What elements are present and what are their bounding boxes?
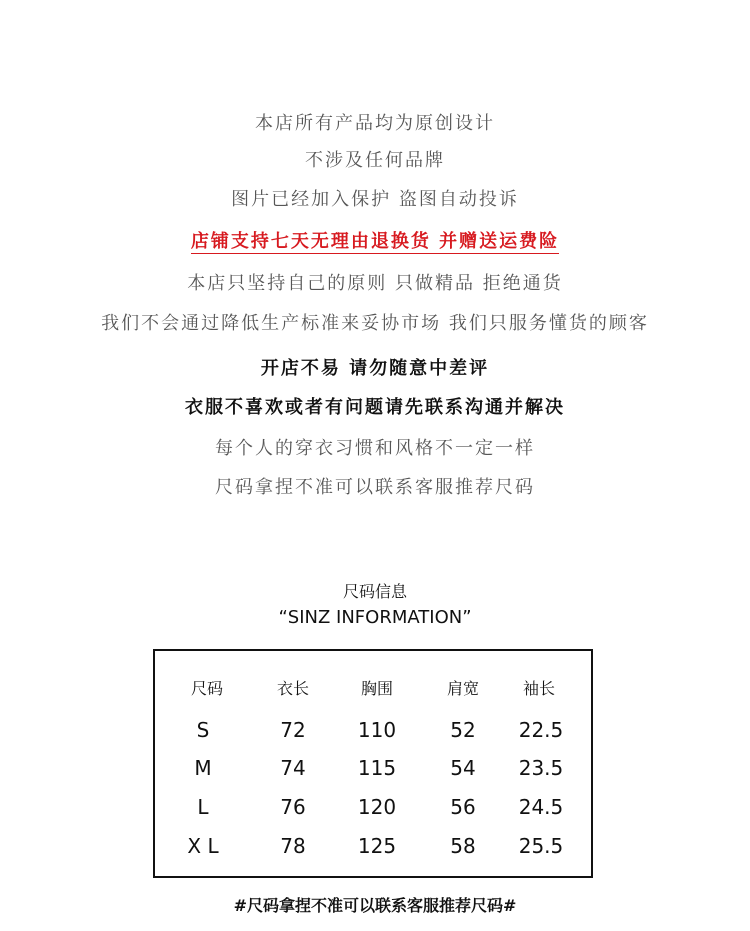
size-advice-footer: #尺码拿捏不准可以联系客服推荐尺码# — [233, 896, 517, 915]
notice-principles: 本店只坚持自己的原则 只做精品 拒绝通货 — [187, 273, 563, 294]
size-table-cell: 54 — [450, 756, 476, 780]
notice-return-policy — [0, 230, 750, 254]
notice-no-bad-review: 开店不易 请勿随意中差评 — [260, 358, 490, 379]
notice-contact-first: 衣服不喜欢或者有问题请先联系沟通并解决 — [185, 397, 565, 418]
size-table-cell: 120 — [357, 795, 397, 819]
size-table-cell: 58 — [450, 834, 476, 858]
size-table-cell: 110 — [357, 718, 397, 742]
size-table-cell: 78 — [280, 834, 306, 858]
size-table-cell: 72 — [280, 718, 306, 742]
size-table-cell: 25.5 — [518, 834, 564, 858]
size-table-header: 肩宽 — [446, 679, 479, 698]
size-info-subtitle: “SINZ INFORMATION” — [278, 607, 472, 628]
size-table-cell: 56 — [450, 795, 476, 819]
size-table-cell: M — [194, 756, 212, 780]
size-table-header: 胸围 — [360, 679, 393, 698]
size-table-cell: 125 — [357, 834, 397, 858]
size-table-cell: 23.5 — [518, 756, 564, 780]
size-table-cell: L — [197, 795, 209, 819]
size-table-cell: 74 — [280, 756, 306, 780]
notice-return-policy-text: 店铺支持七天无理由退换货 并赠送运费险 — [190, 231, 560, 252]
size-table-header: 衣长 — [276, 679, 309, 698]
size-info-title: 尺码信息 — [342, 582, 407, 601]
size-table-header: 尺码 — [190, 679, 223, 698]
size-table-cell: S — [196, 718, 210, 742]
size-table-cell: 52 — [450, 718, 476, 742]
notice-image-protection: 图片已经加入保护 盗图自动投诉 — [231, 189, 519, 210]
size-table-cell: 115 — [357, 756, 397, 780]
size-table-cell: X L — [187, 834, 219, 858]
size-table-cell: 24.5 — [518, 795, 564, 819]
size-table-cell: 22.5 — [518, 718, 564, 742]
notice-size-help: 尺码拿捏不准可以联系客服推荐尺码 — [215, 477, 535, 498]
size-table-header: 袖长 — [522, 679, 555, 698]
notice-original-design: 本店所有产品均为原创设计 — [255, 113, 495, 134]
notice-habits: 每个人的穿衣习惯和风格不一定一样 — [215, 438, 535, 459]
notice-standards: 我们不会通过降低生产标准来妥协市场 我们只服务懂货的顾客 — [101, 313, 649, 334]
size-table — [153, 649, 593, 878]
size-table-cell: 76 — [280, 795, 306, 819]
notice-no-brand: 不涉及任何品牌 — [305, 150, 445, 171]
